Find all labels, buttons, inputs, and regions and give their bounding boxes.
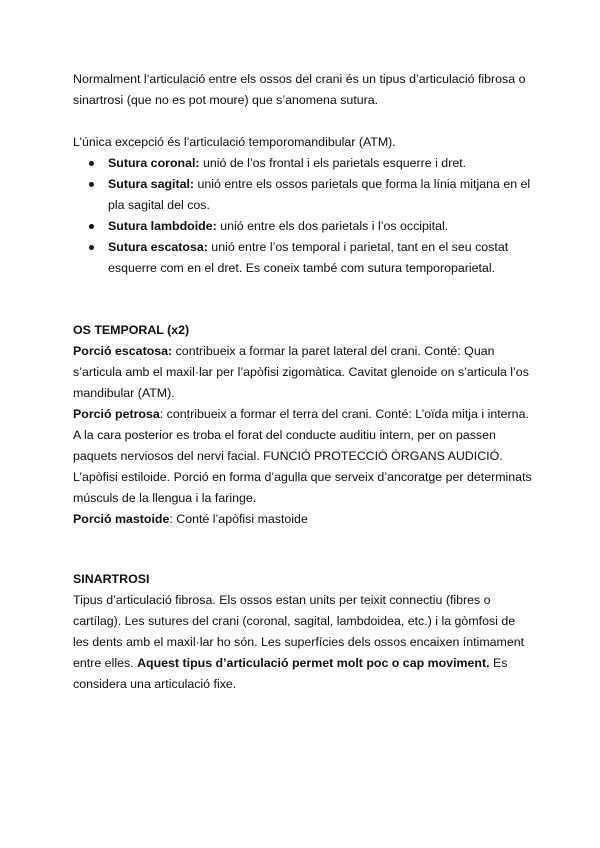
sinartrosi-section	[73, 569, 533, 695]
suture-description: unió entre els dos parietals i l’os occipital.	[216, 219, 449, 233]
list-item	[73, 237, 533, 279]
mastoide-paragraph	[73, 509, 533, 530]
suture-description: unió de l’os frontal i els parietals esquerre i dret.	[199, 156, 467, 170]
mastoide-text: : Conté l’apòfisi mastoide	[169, 512, 308, 526]
suture-term: Sutura escatosa:	[108, 240, 208, 254]
bullet-icon	[89, 182, 94, 187]
suture-term: Sutura lambdoide:	[108, 219, 217, 233]
sinartrosi-text: Tipus d’articulació fibrosa. Els ossos estan units per teixit connectiu (fibres o cartílag). Les sutures del crani (coronal, sagital, lambdoidea, etc.) i la gòmfosi de les dents amb el maxil·lar ho són. Les superfícies dels ossos encaixen íntimament entre elles.	[73, 593, 525, 670]
list-item	[73, 216, 533, 237]
intro-paragraph: Normalment l’articulació entre els ossos del crani és un tipus d’articulació fibrosa o sinartrosi (que no es pot moure) que s’anomena sutura.	[73, 72, 526, 107]
list-item	[73, 153, 533, 174]
section-title: SINARTROSI	[73, 572, 150, 586]
bullet-icon	[89, 161, 94, 166]
suture-term: Sutura coronal:	[108, 156, 200, 170]
escatosa-label: Porció escatosa:	[73, 344, 173, 358]
suture-description: unió entre els ossos parietals que forma la línia mitjana en el pla sagital del cos.	[108, 177, 531, 212]
escatosa-paragraph	[73, 341, 533, 404]
bullet-icon	[89, 224, 94, 229]
suture-description: unió entre l’os temporal i parietal, tant en el seu costat esquerre com en el dret. Es coneix també com sutura temporoparietal.	[108, 240, 509, 275]
sinartrosi-emphasis: Aquest tipus d’articulació permet molt poc o cap moviment.	[137, 656, 490, 670]
intro-section	[73, 69, 533, 111]
bullet-icon	[89, 245, 94, 250]
petrosa-paragraph	[73, 404, 533, 509]
exception-section	[73, 132, 533, 279]
petrosa-text: : contribueix a formar el terra del crani. Conté: L’oïda mitja i interna. A la cara posterior es troba el forat del conducte auditiu intern, per on passen paquets nerviosos del nervi facial. FUNCIÓ PROTECCIÓ ÒRGANS AUDICIÓ. L’apòfisi estiloide. Porció en forma d’agulla que serveix d’ancoratge per determinats músculs de la llengua i la faringe.	[73, 407, 532, 505]
sinartrosi-paragraph	[73, 590, 533, 695]
exception-paragraph: L’única excepció és l’articulació temporomandibular (ATM).	[73, 135, 396, 149]
sinartrosi-text-end: Es considera una articulació fixe.	[73, 656, 508, 691]
list-item	[73, 174, 533, 216]
sutures-list	[73, 153, 533, 279]
mastoide-label: Porció mastoide	[73, 512, 170, 526]
section-title: OS TEMPORAL (x2)	[73, 323, 190, 337]
escatosa-text: contribueix a formar la paret lateral del crani. Conté: Quan s’articula amb el maxil·lar per l’apòfisi zigomàtica. Cavitat glenoide on s’articula l’os mandibular (ATM).	[73, 344, 529, 400]
temporal-section	[73, 320, 533, 530]
suture-term: Sutura sagital:	[108, 177, 195, 191]
petrosa-label: Porció petrosa	[73, 407, 160, 421]
